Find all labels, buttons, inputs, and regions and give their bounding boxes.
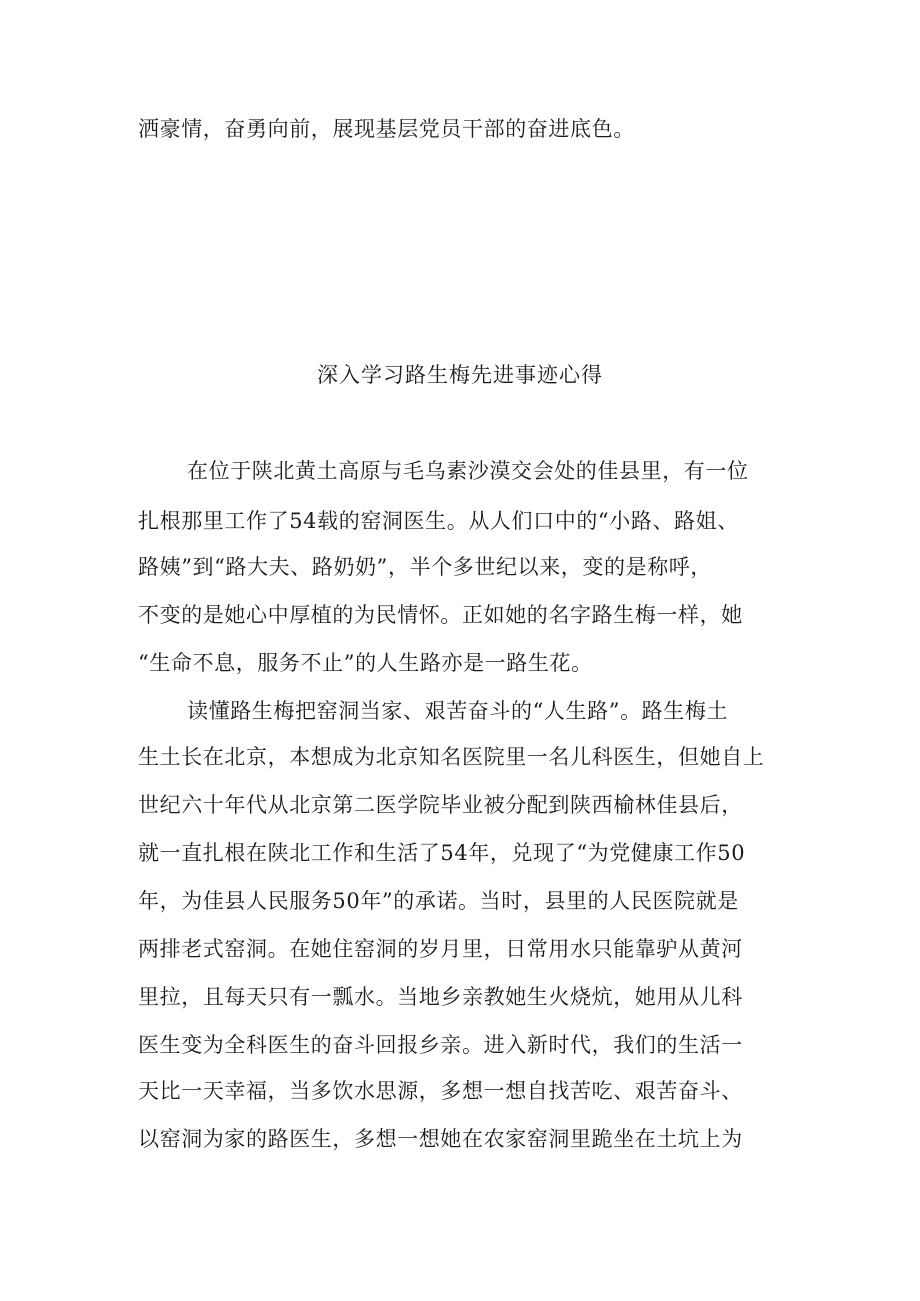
- paragraph-line: “生命不息，服务不止”的人生路亦是一路生花。: [138, 651, 593, 675]
- paragraph-line: 世纪六十年代从北京第二医学院毕业被分配到陕西榆林佳县后，: [138, 793, 743, 817]
- document-title: 深入学习路生梅先进事迹心得: [317, 363, 603, 387]
- paragraph-line: 在位于陕北黄土高原与毛乌素沙漠交会处的佳县里，有一位: [187, 459, 749, 483]
- paragraph-line: 就一直扎根在陕北工作和生活了54年，兑现了“为党健康工作50: [138, 841, 746, 865]
- paragraph-line: 不变的是她心中厚植的为民情怀。正如她的名字路生梅一样，她: [138, 603, 743, 627]
- paragraph-line: 扎根那里工作了54载的窑洞医生。从人们口中的“小路、路姐、: [138, 509, 739, 533]
- paragraph-line: 天比一天幸福，当多饮水思源，多想一想自找苦吃、艰苦奋斗、: [138, 1079, 743, 1103]
- paragraph-line: 路姨”到“路大夫、路奶奶”，半个多世纪以来，变的是称呼，: [138, 555, 713, 579]
- paragraph-line: 读懂路生梅把窑洞当家、艰苦奋斗的“人生路”。路生梅土: [187, 699, 729, 723]
- paragraph-line: 里拉，且每天只有一瓢水。当地乡亲教她生火烧炕，她用从儿科: [138, 985, 743, 1009]
- paragraph-line: 生土长在北京，本想成为北京知名医院里一名儿科医生，但她自上: [138, 745, 765, 769]
- paragraph-line: 年，为佳县人民服务50年”的承诺。当时，县里的人民医院就是: [138, 889, 739, 913]
- paragraph-line: 两排老式窑洞。在她住窑洞的岁月里，日常用水只能靠驴从黄河: [138, 937, 743, 961]
- paragraph-line: 以窑洞为家的路医生，多想一想她在农家窑洞里跪坐在土坑上为: [138, 1127, 743, 1151]
- paragraph-line: 医生变为全科医生的奋斗回报乡亲。进入新时代，我们的生活一: [138, 1033, 743, 1057]
- continuation-line: 洒豪情，奋勇向前，展现基层党员干部的奋进底色。: [138, 117, 635, 141]
